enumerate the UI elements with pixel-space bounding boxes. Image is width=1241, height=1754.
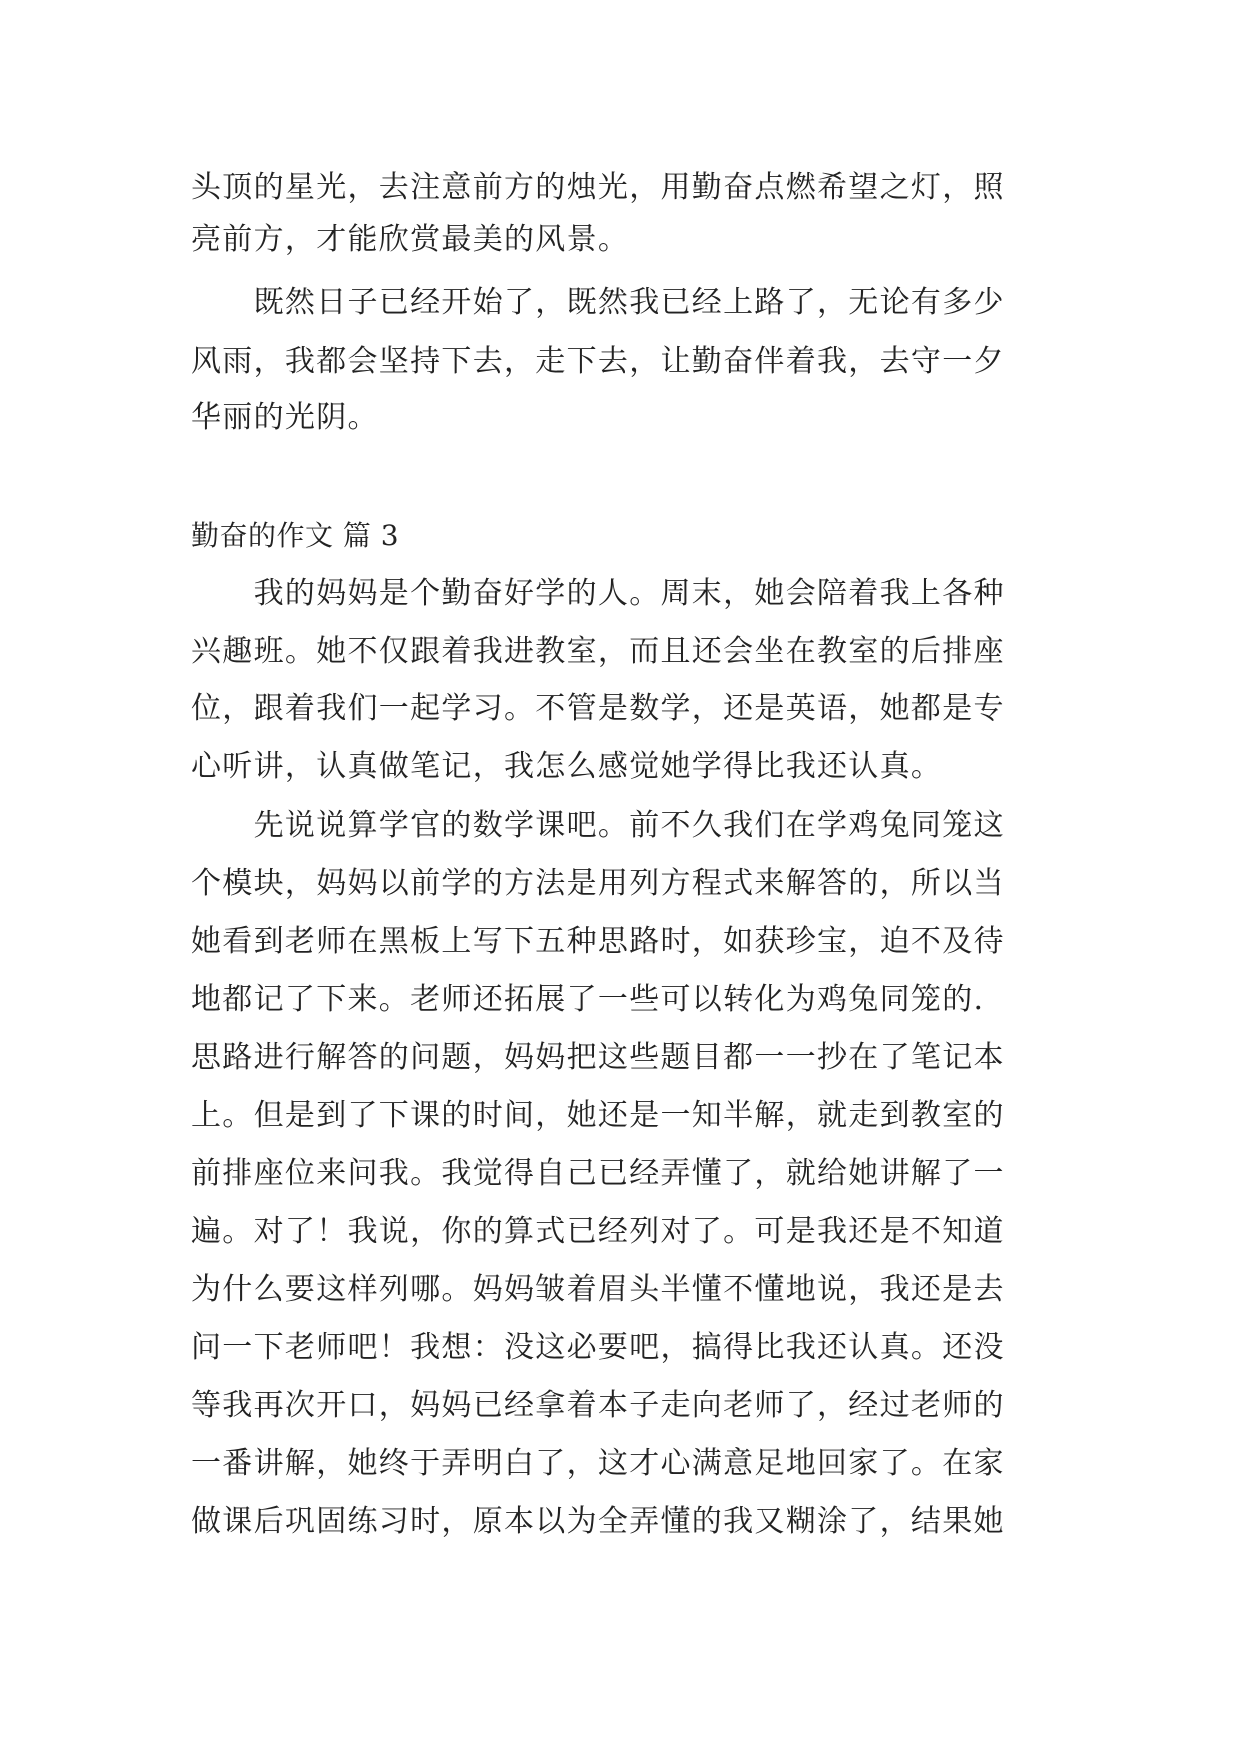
paragraph-line: 兴趣班。她不仅跟着我进教室，而且还会坐在教室的后排座 <box>191 634 1005 669</box>
paragraph-line: 既然日子已经开始了，既然我已经上路了，无论有多少 <box>191 285 1005 320</box>
paragraph-line: 位，跟着我们一起学习。不管是数学，还是英语，她都是专 <box>191 691 1005 726</box>
paragraph-line: 华丽的光阴。 <box>191 400 379 435</box>
paragraph-line: 风雨，我都会坚持下去，走下去，让勤奋伴着我，去守一夕 <box>191 344 1005 379</box>
paragraph-line: 心听讲，认真做笔记，我怎么感觉她学得比我还认真。 <box>191 749 943 784</box>
section-heading: 勤奋的作文 篇 3 <box>191 519 400 552</box>
paragraph-line: 我的妈妈是个勤奋好学的人。周末，她会陪着我上各种 <box>191 576 1005 611</box>
paragraph-line: 一番讲解，她终于弄明白了，这才心满意足地回家了。在家 <box>191 1446 1005 1481</box>
paragraph-line: 亮前方，才能欣赏最美的风景。 <box>191 222 630 257</box>
paragraph-line: 为什么要这样列哪。妈妈皱着眉头半懂不懂地说，我还是去 <box>191 1272 1005 1307</box>
paragraph-line: 先说说算学官的数学课吧。前不久我们在学鸡兔同笼这 <box>191 808 1005 843</box>
paragraph-line: 思路进行解答的问题，妈妈把这些题目都一一抄在了笔记本 <box>191 1040 1005 1075</box>
paragraph-line: 头顶的星光，去注意前方的烛光，用勤奋点燃希望之灯，照 <box>191 170 1005 205</box>
paragraph-line: 前排座位来问我。我觉得自己已经弄懂了，就给她讲解了一 <box>191 1156 1005 1191</box>
paragraph-line: 问一下老师吧！我想：没这必要吧，搞得比我还认真。还没 <box>191 1330 1005 1365</box>
paragraph-line: 遍。对了！我说，你的算式已经列对了。可是我还是不知道 <box>191 1214 1005 1249</box>
paragraph-line: 上。但是到了下课的时间，她还是一知半解，就走到教室的 <box>191 1098 1005 1133</box>
paragraph-line: 等我再次开口，妈妈已经拿着本子走向老师了，经过老师的 <box>191 1388 1005 1423</box>
paragraph-line: 做课后巩固练习时，原本以为全弄懂的我又糊涂了，结果她 <box>191 1504 1005 1539</box>
paragraph-line: 地都记了下来。老师还拓展了一些可以转化为鸡兔同笼的. <box>191 982 985 1017</box>
paragraph-line: 个模块，妈妈以前学的方法是用列方程式来解答的，所以当 <box>191 866 1005 901</box>
paragraph-line: 她看到老师在黑板上写下五种思路时，如获珍宝，迫不及待 <box>191 924 1005 959</box>
